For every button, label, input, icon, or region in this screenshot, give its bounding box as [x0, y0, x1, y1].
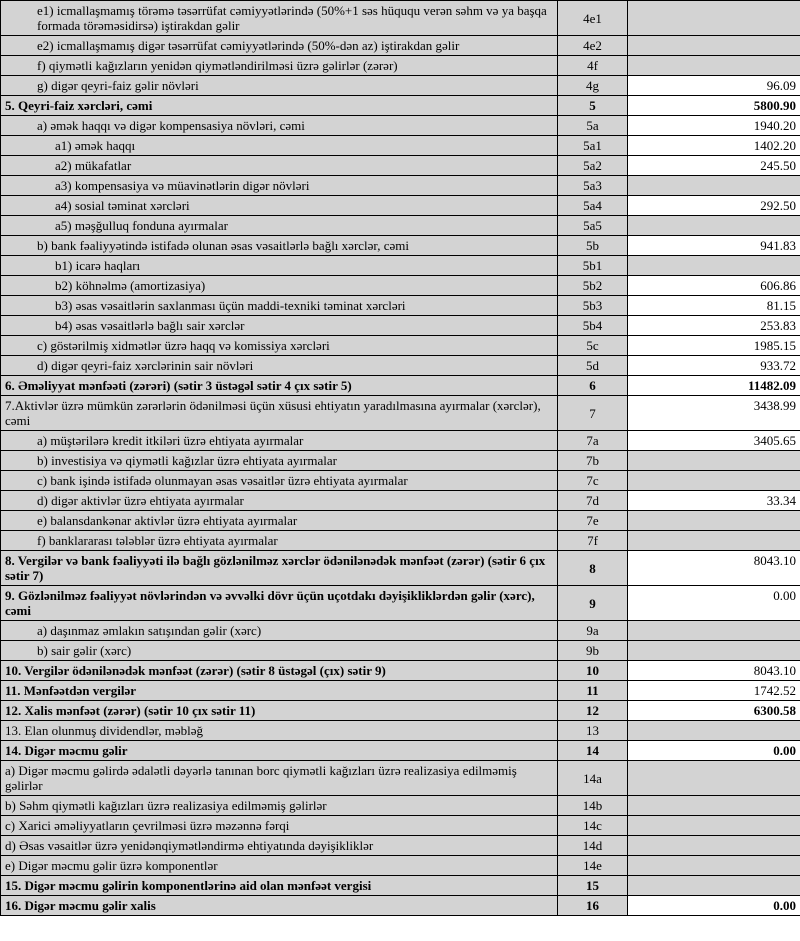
row-value: 81.15: [628, 296, 800, 316]
row-value: [628, 641, 800, 661]
row-code: 4g: [558, 76, 628, 96]
row-value: [628, 836, 800, 856]
row-value: 292.50: [628, 196, 800, 216]
table-row: [1, 741, 800, 761]
row-code: 9a: [558, 621, 628, 641]
table-row: [1, 796, 800, 816]
row-value: [628, 36, 800, 56]
row-label: f) qiymətli kağızların yenidən qiymətləndirilməsi üzrə gəlirlər (zərər): [1, 56, 558, 76]
row-label: e) balansdankənar aktivlər üzrə ehtiyata ayırmalar: [1, 511, 558, 531]
row-code: 8: [558, 551, 628, 586]
table-row: [1, 761, 800, 796]
table-row: [1, 316, 800, 336]
row-value: [628, 816, 800, 836]
row-label: 7.Aktivlər üzrə mümkün zərərlərin ödənilməsi üçün xüsusi ehtiyatın yaradılmasına ayırmalar (xərclər), cəmi: [1, 396, 558, 431]
row-value: [628, 1, 800, 36]
row-code: 7b: [558, 451, 628, 471]
row-label: c) bank işində istifadə olunmayan əsas vəsaitlər üzrə ehtiyata ayırmalar: [1, 471, 558, 491]
table-row: [1, 336, 800, 356]
table-row: [1, 136, 800, 156]
row-code: 6: [558, 376, 628, 396]
row-label: a2) mükafatlar: [1, 156, 558, 176]
row-value: 253.83: [628, 316, 800, 336]
row-label: d) digər qeyri-faiz xərclərinin sair növləri: [1, 356, 558, 376]
row-code: 13: [558, 721, 628, 741]
row-label: 12. Xalis mənfəət (zərər) (sətir 10 çıx sətir 11): [1, 701, 558, 721]
row-code: 14d: [558, 836, 628, 856]
table-row: [1, 236, 800, 256]
row-code: 5c: [558, 336, 628, 356]
row-value: 3438.99: [628, 396, 800, 431]
table-row: [1, 76, 800, 96]
table-row: [1, 156, 800, 176]
row-code: 14a: [558, 761, 628, 796]
table-row: [1, 701, 800, 721]
row-value: [628, 451, 800, 471]
row-code: 14b: [558, 796, 628, 816]
row-code: 9: [558, 586, 628, 621]
row-label: 15. Digər məcmu gəlirin komponentlərinə aid olan mənfəət vergisi: [1, 876, 558, 896]
row-value: [628, 531, 800, 551]
table-row: [1, 491, 800, 511]
row-label: b) bank fəaliyyətində istifadə olunan əsas vəsaitlərlə bağlı xərclər, cəmi: [1, 236, 558, 256]
row-label: b) Səhm qiymətli kağızları üzrə realizasiya edilməmiş gəlirlər: [1, 796, 558, 816]
row-label: d) Əsas vəsaitlər üzrə yenidənqiymətləndirmə ehtiyatında dəyişikliklər: [1, 836, 558, 856]
row-code: 5b: [558, 236, 628, 256]
row-value: [628, 621, 800, 641]
row-value: 0.00: [628, 586, 800, 621]
row-value: [628, 761, 800, 796]
row-value: 6300.58: [628, 701, 800, 721]
row-code: 5d: [558, 356, 628, 376]
row-value: 33.34: [628, 491, 800, 511]
row-value: 0.00: [628, 741, 800, 761]
row-label: 11. Mənfəətdən vergilər: [1, 681, 558, 701]
row-label: 13. Elan olunmuş dividendlər, məbləğ: [1, 721, 558, 741]
row-value: [628, 216, 800, 236]
table-row: [1, 256, 800, 276]
row-value: [628, 471, 800, 491]
row-value: 245.50: [628, 156, 800, 176]
row-label: e1) icmallaşmamış törəmə təsərrüfat cəmiyyətlərində (50%+1 səs hüququ verən səhm və ya başqa formada törəməsidirsə) iştirakdan gəlir: [1, 1, 558, 36]
row-code: 4f: [558, 56, 628, 76]
table-row: [1, 36, 800, 56]
row-value: 0.00: [628, 896, 800, 916]
table-row: [1, 816, 800, 836]
table-row: [1, 836, 800, 856]
row-label: a) daşınmaz əmlakın satışından gəlir (xərc): [1, 621, 558, 641]
row-value: [628, 721, 800, 741]
row-label: b) sair gəlir (xərc): [1, 641, 558, 661]
row-code: 7d: [558, 491, 628, 511]
row-code: 7c: [558, 471, 628, 491]
table-row: [1, 1, 800, 36]
row-code: 14: [558, 741, 628, 761]
table-row: [1, 296, 800, 316]
table-row: [1, 641, 800, 661]
row-value: 11482.09: [628, 376, 800, 396]
row-label: a3) kompensasiya və müavinətlərin digər növləri: [1, 176, 558, 196]
table-row: [1, 451, 800, 471]
table-row: [1, 216, 800, 236]
row-label: 6. Əməliyyat mənfəəti (zərəri) (sətir 3 üstəgəl sətir 4 çıx sətir 5): [1, 376, 558, 396]
row-value: [628, 176, 800, 196]
row-label: a5) məşğulluq fonduna ayırmalar: [1, 216, 558, 236]
row-code: 5a5: [558, 216, 628, 236]
row-label: a) əmək haqqı və digər kompensasiya növləri, cəmi: [1, 116, 558, 136]
row-code: 5a1: [558, 136, 628, 156]
row-label: a4) sosial təminat xərcləri: [1, 196, 558, 216]
row-label: a) müştərilərə kredit itkiləri üzrə ehtiyata ayırmalar: [1, 431, 558, 451]
table-row: [1, 511, 800, 531]
table-row: [1, 531, 800, 551]
row-label: d) digər aktivlər üzrə ehtiyata ayırmalar: [1, 491, 558, 511]
row-label: e2) icmallaşmamış digər təsərrüfat cəmiyyətlərində (50%-dən az) iştirakdan gəlir: [1, 36, 558, 56]
row-code: 5b1: [558, 256, 628, 276]
row-code: 14e: [558, 856, 628, 876]
row-code: 7e: [558, 511, 628, 531]
row-value: 1985.15: [628, 336, 800, 356]
table-row: [1, 396, 800, 431]
table-row: [1, 376, 800, 396]
table-row: [1, 621, 800, 641]
row-label: 9. Gözlənilməz fəaliyyət növlərindən və əvvəlki dövr üçün uçotdakı dəyişikliklərdən gəlir (xərc), cəmi: [1, 586, 558, 621]
row-value: 96.09: [628, 76, 800, 96]
row-code: 7a: [558, 431, 628, 451]
row-label: c) Xarici əməliyyatların çevrilməsi üzrə məzənnə fərqi: [1, 816, 558, 836]
row-code: 9b: [558, 641, 628, 661]
row-label: 14. Digər məcmu gəlir: [1, 741, 558, 761]
row-value: 1940.20: [628, 116, 800, 136]
row-value: [628, 856, 800, 876]
table-row: [1, 276, 800, 296]
row-label: b4) əsas vəsaitlərlə bağlı sair xərclər: [1, 316, 558, 336]
table-row: [1, 876, 800, 896]
table-row: [1, 681, 800, 701]
row-label: b) investisiya və qiymətli kağızlar üzrə ehtiyata ayırmalar: [1, 451, 558, 471]
row-value: 3405.65: [628, 431, 800, 451]
row-code: 5b4: [558, 316, 628, 336]
row-code: 4e1: [558, 1, 628, 36]
row-value: [628, 876, 800, 896]
table-row: [1, 356, 800, 376]
row-value: [628, 56, 800, 76]
row-code: 4e2: [558, 36, 628, 56]
table-row: [1, 116, 800, 136]
table-row: [1, 896, 800, 916]
row-code: 5a2: [558, 156, 628, 176]
row-code: 11: [558, 681, 628, 701]
row-label: f) banklararası tələblər üzrə ehtiyata ayırmalar: [1, 531, 558, 551]
row-value: 5800.90: [628, 96, 800, 116]
row-code: 5a3: [558, 176, 628, 196]
row-value: 1402.20: [628, 136, 800, 156]
row-code: 5b3: [558, 296, 628, 316]
report-table-body: [1, 1, 800, 916]
row-code: 14c: [558, 816, 628, 836]
row-label: 8. Vergilər və bank fəaliyyəti ilə bağlı gözlənilməz xərclər ödənilənədək mənfəət (zərər) (sətir 6 çıx sətir 7): [1, 551, 558, 586]
row-label: b1) icarə haqları: [1, 256, 558, 276]
row-label: b3) əsas vəsaitlərin saxlanması üçün maddi-texniki təminat xərcləri: [1, 296, 558, 316]
table-row: [1, 431, 800, 451]
row-value: 8043.10: [628, 661, 800, 681]
row-value: [628, 256, 800, 276]
row-value: 1742.52: [628, 681, 800, 701]
row-label: 10. Vergilər ödənilənədək mənfəət (zərər) (sətir 8 üstəgəl (çıx) sətir 9): [1, 661, 558, 681]
row-value: [628, 511, 800, 531]
row-value: [628, 796, 800, 816]
table-row: [1, 176, 800, 196]
row-code: 5: [558, 96, 628, 116]
row-label: a1) əmək haqqı: [1, 136, 558, 156]
table-row: [1, 586, 800, 621]
row-code: 5b2: [558, 276, 628, 296]
row-code: 5a: [558, 116, 628, 136]
row-code: 10: [558, 661, 628, 681]
table-row: [1, 856, 800, 876]
table-row: [1, 551, 800, 586]
row-code: 7f: [558, 531, 628, 551]
row-code: 15: [558, 876, 628, 896]
table-row: [1, 96, 800, 116]
row-label: a) Digər məcmu gəlirdə ədalətli dəyərlə tanınan borc qiymətli kağızları üzrə realizasiya edilməmiş gəlirlər: [1, 761, 558, 796]
table-row: [1, 661, 800, 681]
table-row: [1, 721, 800, 741]
row-code: 16: [558, 896, 628, 916]
table-row: [1, 471, 800, 491]
row-value: 941.83: [628, 236, 800, 256]
row-code: 7: [558, 396, 628, 431]
row-code: 12: [558, 701, 628, 721]
row-label: g) digər qeyri-faiz gəlir növləri: [1, 76, 558, 96]
row-value: 606.86: [628, 276, 800, 296]
row-label: e) Digər məcmu gəlir üzrə komponentlər: [1, 856, 558, 876]
row-label: b2) köhnəlmə (amortizasiya): [1, 276, 558, 296]
table-row: [1, 196, 800, 216]
table-row: [1, 56, 800, 76]
row-code: 5a4: [558, 196, 628, 216]
row-label: c) göstərilmiş xidmətlər üzrə haqq və komissiya xərcləri: [1, 336, 558, 356]
row-value: 933.72: [628, 356, 800, 376]
row-label: 16. Digər məcmu gəlir xalis: [1, 896, 558, 916]
row-value: 8043.10: [628, 551, 800, 586]
row-label: 5. Qeyri-faiz xərcləri, cəmi: [1, 96, 558, 116]
